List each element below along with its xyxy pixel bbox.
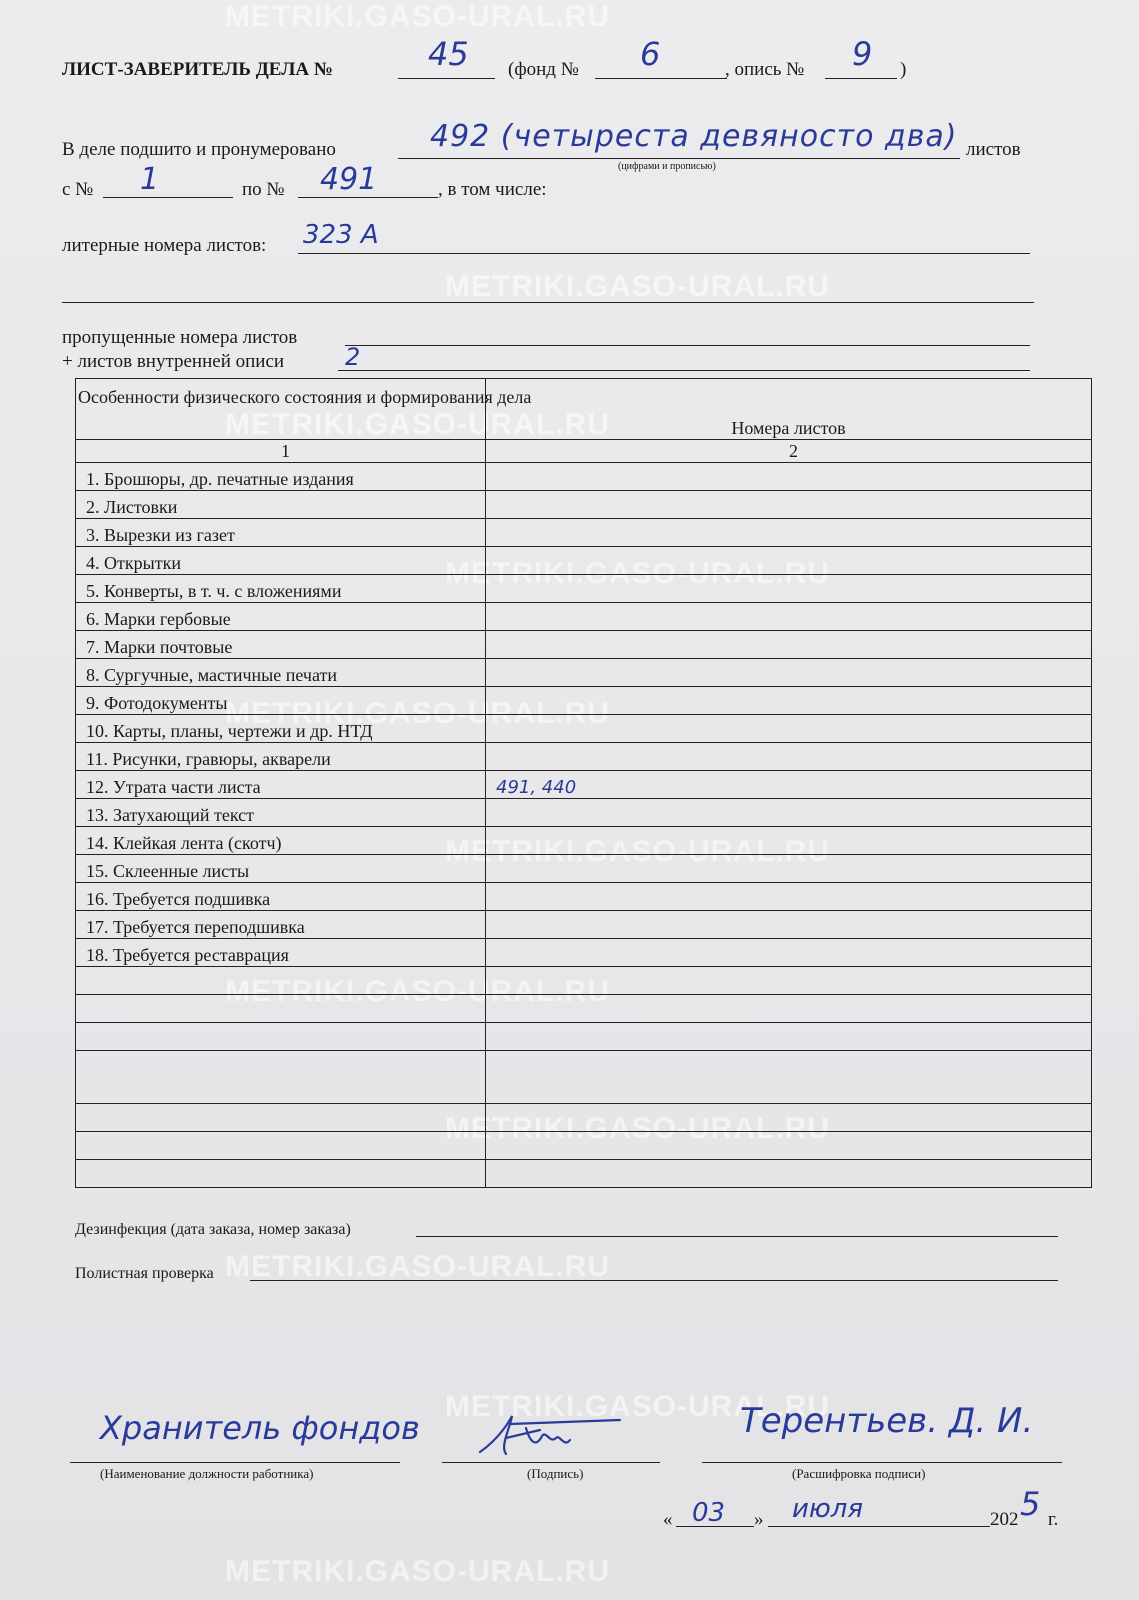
sheet-numbers-cell [486, 575, 1092, 603]
sheet-numbers-cell [486, 939, 1092, 967]
sheet-numbers-cell [486, 799, 1092, 827]
table-row [76, 799, 1092, 827]
fond-number: 6 [640, 35, 661, 73]
sheet-numbers-cell [486, 547, 1092, 575]
col1-number: 1 [76, 440, 486, 463]
sheets-count: 492 (четыреста девяносто два) [430, 119, 958, 154]
signature-caption: (Подпись) [527, 1466, 584, 1481]
inner-label: + листов внутренней описи [62, 351, 285, 372]
inner-value: 2 [345, 343, 361, 371]
watermark: METRIKI.GASO-URAL.RU [225, 0, 610, 33]
condition-label: 6. Марки гербовые [76, 603, 486, 631]
condition-label: 8. Сургучные, мастичные печати [76, 659, 486, 687]
condition-label: 12. Утрата части листа [76, 771, 486, 799]
condition-label: 10. Карты, планы, чертежи и др. НТД [76, 715, 486, 743]
date-close: » [754, 1509, 764, 1530]
letter-value: 323 А [303, 220, 379, 250]
sheet-numbers-cell [486, 631, 1092, 659]
year-digit: 5 [1020, 1485, 1041, 1523]
table-row [76, 491, 1092, 519]
table-row-blank [76, 995, 1092, 1023]
sheet-numbers-cell [486, 715, 1092, 743]
table-row [76, 911, 1092, 939]
table-row [76, 659, 1092, 687]
watermark: METRIKI.GASO-URAL.RU [225, 697, 610, 730]
year-suffix: г. [1048, 1509, 1059, 1530]
table-row [76, 883, 1092, 911]
date-open: « [663, 1509, 673, 1530]
sheet-numbers-cell [486, 911, 1092, 939]
table-row [76, 519, 1092, 547]
watermark: METRIKI.GASO-URAL.RU [225, 408, 610, 441]
sheet-numbers-cell [486, 743, 1092, 771]
sheet-numbers-cell [486, 603, 1092, 631]
sheet-numbers-cell [486, 855, 1092, 883]
table-row [76, 743, 1092, 771]
table-row [76, 603, 1092, 631]
table-row [76, 687, 1092, 715]
watermark: METRIKI.GASO-URAL.RU [445, 835, 830, 868]
table-row [76, 715, 1092, 743]
condition-label: 9. Фотодокументы [76, 687, 486, 715]
sheet-numbers-cell [486, 883, 1092, 911]
table-row-blank [76, 1160, 1092, 1188]
disinfection-label: Дезинфекция (дата заказа, номер заказа) [75, 1221, 351, 1238]
including-label: , в том числе: [438, 179, 547, 200]
signature [470, 1408, 640, 1464]
letter-label: литерные номера листов: [62, 235, 267, 256]
table-row-blank [76, 1104, 1092, 1132]
from-value: 1 [140, 162, 160, 197]
table-row-blank [76, 1132, 1092, 1160]
condition-label: 4. Открытки [76, 547, 486, 575]
sheets-hint: (цифрами и прописью) [618, 161, 716, 172]
watermark: METRIKI.GASO-URAL.RU [445, 270, 830, 303]
col1-header: Особенности физического состояния и формирования дела [76, 379, 486, 440]
table-row [76, 463, 1092, 491]
table-row-blank [76, 1023, 1092, 1051]
table-row-blank [76, 1051, 1092, 1104]
to-value: 491 [320, 162, 378, 197]
table-row [76, 547, 1092, 575]
date-day: 03 [692, 1498, 726, 1528]
condition-label: 11. Рисунки, гравюры, акварели [76, 743, 486, 771]
sheet-numbers-cell [486, 827, 1092, 855]
column-number-row [76, 440, 1092, 463]
sheet-numbers-cell [486, 519, 1092, 547]
col2-number: 2 [486, 440, 1092, 463]
year-prefix: 202 [990, 1509, 1019, 1530]
position-value: Хранитель фондов [100, 1409, 420, 1447]
condition-label: 5. Конверты, в т. ч. с вложениями [76, 575, 486, 603]
condition-label: 3. Вырезки из газет [76, 519, 486, 547]
missing-label: пропущенные номера листов [62, 327, 298, 348]
watermark: METRIKI.GASO-URAL.RU [445, 1390, 830, 1423]
name-caption: (Расшифровка подписи) [792, 1466, 926, 1481]
form-title: ЛИСТ-ЗАВЕРИТЕЛЬ ДЕЛА № [62, 59, 333, 80]
table-header-row [76, 379, 1092, 440]
condition-label: 15. Склеенные листы [76, 855, 486, 883]
table-row [76, 771, 1092, 799]
condition-label: 7. Марки почтовые [76, 631, 486, 659]
opis-number: 9 [852, 35, 873, 73]
fond-label: (фонд № [508, 59, 579, 80]
watermark: METRIKI.GASO-URAL.RU [225, 1250, 610, 1283]
sheets-unit: листов [966, 139, 1021, 160]
table-row-blank [76, 967, 1092, 995]
check-label: Полистная проверка [75, 1265, 214, 1282]
table-row [76, 575, 1092, 603]
sheet-numbers-cell [486, 659, 1092, 687]
sheet-numbers-cell [486, 687, 1092, 715]
sheet-numbers-cell [486, 491, 1092, 519]
table-row [76, 939, 1092, 967]
condition-label: 1. Брошюры, др. печатные издания [76, 463, 486, 491]
watermark: METRIKI.GASO-URAL.RU [445, 1112, 830, 1145]
name-value: Терентьев. Д. И. [740, 1401, 1034, 1441]
sheets-intro: В деле подшито и пронумеровано [62, 139, 336, 160]
date-month: июля [792, 1494, 864, 1524]
opis-label: , опись № [725, 59, 805, 80]
condition-label: 16. Требуется подшивка [76, 883, 486, 911]
sheet-numbers-cell [486, 463, 1092, 491]
table-row [76, 631, 1092, 659]
sheet-numbers-cell: 491, 440 [486, 771, 1092, 799]
condition-label: 2. Листовки [76, 491, 486, 519]
case-number: 45 [428, 35, 469, 73]
condition-label: 18. Требуется реставрация [76, 939, 486, 967]
from-label: с № [62, 179, 94, 200]
close-paren: ) [900, 59, 907, 80]
condition-label: 13. Затухающий текст [76, 799, 486, 827]
condition-label: 14. Клейкая лента (скотч) [76, 827, 486, 855]
watermark: METRIKI.GASO-URAL.RU [445, 557, 830, 590]
physical-condition-table [75, 378, 1092, 1188]
table-row [76, 855, 1092, 883]
position-caption: (Наименование должности работника) [100, 1466, 314, 1481]
to-label: по № [242, 179, 285, 200]
col2-header: Номера листов [486, 379, 1092, 440]
watermark: METRIKI.GASO-URAL.RU [225, 1555, 610, 1588]
table-row [76, 827, 1092, 855]
condition-label: 17. Требуется переподшивка [76, 911, 486, 939]
watermark: METRIKI.GASO-URAL.RU [225, 975, 610, 1008]
